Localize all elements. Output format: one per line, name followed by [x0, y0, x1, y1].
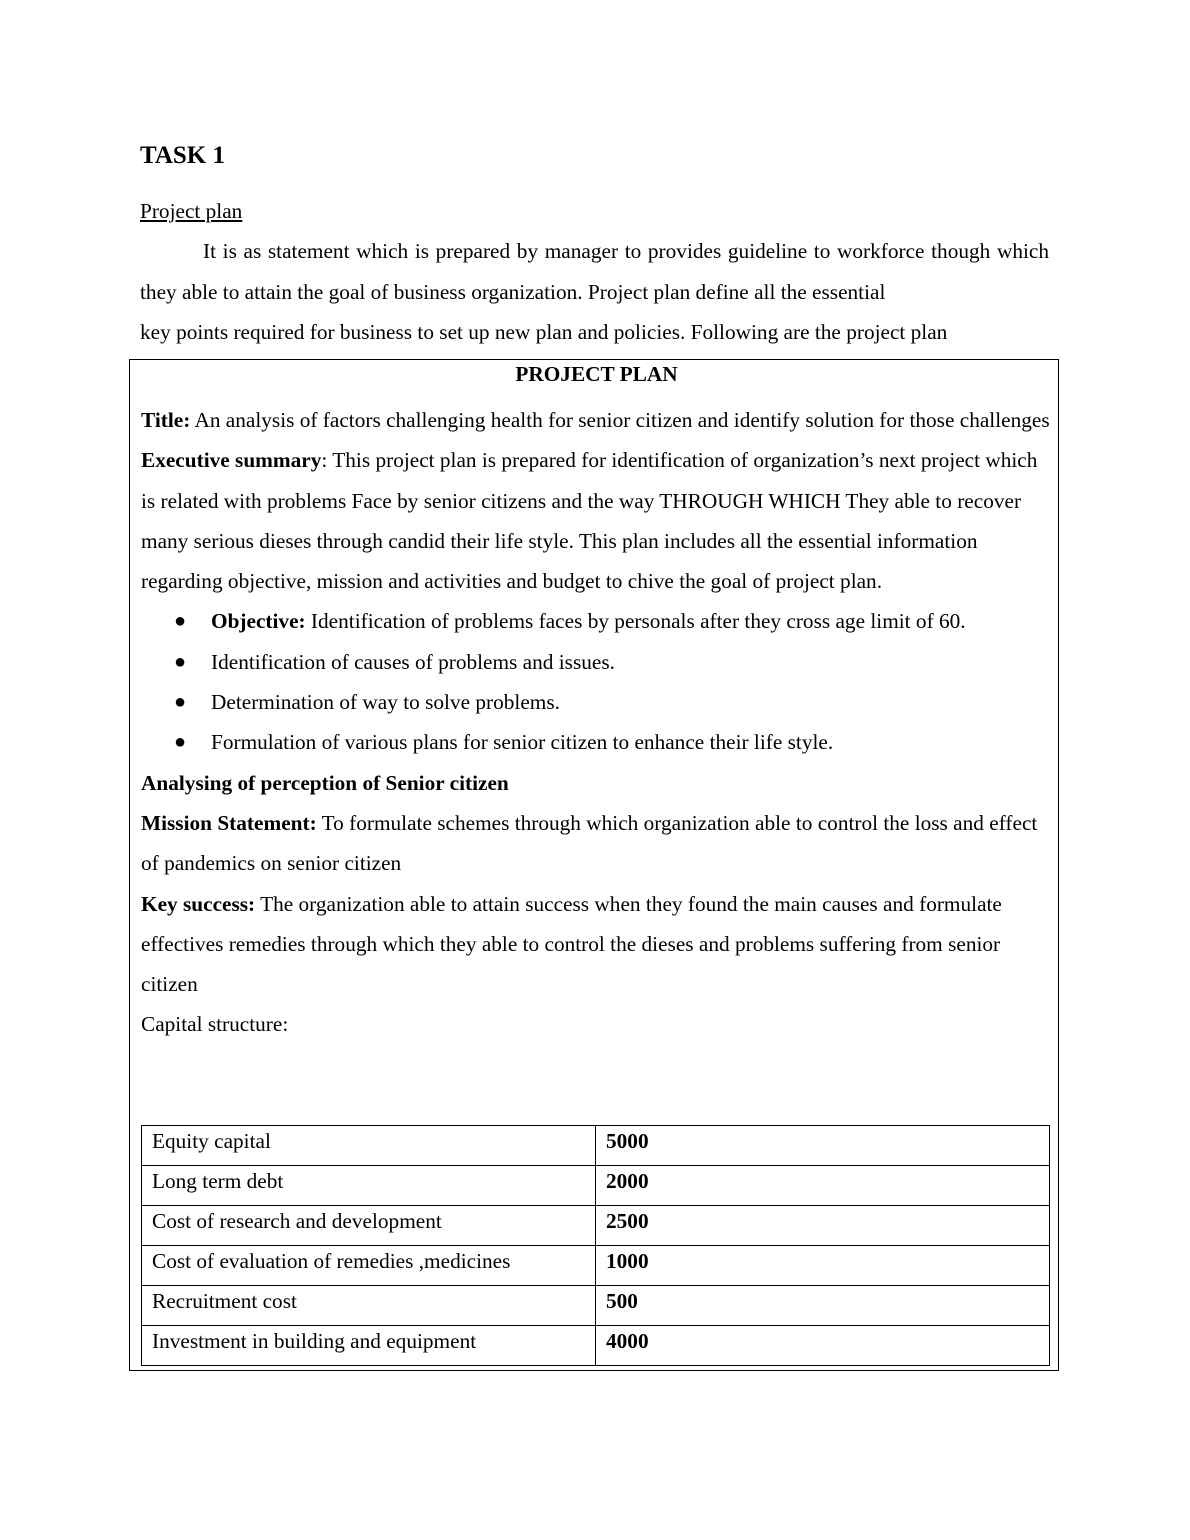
- title-label: Title:: [141, 408, 191, 432]
- title-text: An analysis of factors challenging health for senior citizen and identify solution for those challenges: [190, 408, 1050, 432]
- row-value: 4000: [596, 1326, 1050, 1366]
- title-paragraph: [141, 400, 1052, 440]
- objective-text: Identification of problems faces by personals after they cross age limit of 60.: [305, 609, 966, 634]
- bullet-icon: ●: [174, 731, 187, 754]
- row-label: Cost of research and development: [142, 1206, 596, 1246]
- row-label: Recruitment cost: [142, 1286, 596, 1326]
- executive-summary-paragraph: [141, 440, 1052, 601]
- bullet-icon: ●: [174, 691, 187, 714]
- mission-label: Mission Statement:: [141, 810, 317, 835]
- executive-summary-label: Executive summary: [141, 448, 322, 473]
- list-item-text: Determination of way to solve problems.: [211, 690, 560, 715]
- bullet-icon: ●: [174, 610, 187, 633]
- perception-heading: Analysing of perception of Senior citizen: [141, 770, 509, 795]
- intro-text: It is as statement which is prepared by manager to provides guideline to workforce though which they able to attain the goal of business organization. Project plan define all the essential: [140, 239, 1049, 304]
- project-plan-title: PROJECT PLAN: [515, 362, 678, 386]
- list-item: [141, 601, 1052, 641]
- task-heading: TASK 1: [140, 142, 225, 169]
- key-success-label: Key success:: [141, 891, 256, 916]
- intro-paragraph: [140, 231, 1049, 353]
- mission-paragraph: [141, 803, 1052, 884]
- row-value: 2000: [596, 1166, 1050, 1206]
- row-label: Long term debt: [142, 1166, 596, 1206]
- list-item: [141, 722, 1052, 762]
- row-label: Investment in building and equipment: [142, 1326, 596, 1366]
- table-row: [142, 1326, 1050, 1366]
- row-value: 2500: [596, 1206, 1050, 1246]
- table-row: [142, 1286, 1050, 1326]
- row-label: Equity capital: [142, 1126, 596, 1166]
- table-row: [142, 1126, 1050, 1166]
- key-success-paragraph: [141, 884, 1052, 1005]
- row-value: 5000: [596, 1126, 1050, 1166]
- project-plan-subheading: Project plan: [140, 199, 243, 223]
- key-success-text: The organization able to attain success when they found the main causes and formulate effectives remedies through which they able to control the dieses and problems suffering from senior citizen: [141, 891, 1002, 997]
- list-item-text: Formulation of various plans for senior citizen to enhance their life style.: [211, 730, 834, 755]
- project-plan-content: [141, 360, 1052, 1045]
- mission-text: To formulate schemes through which organization able to control the loss and effect of pandemics on senior citizen: [141, 810, 1038, 876]
- table-row: [142, 1206, 1050, 1246]
- objectives-list: [141, 601, 1052, 762]
- list-item: [141, 642, 1052, 682]
- capital-structure-label: Capital structure:: [141, 1012, 289, 1037]
- executive-summary-text: : This project plan is prepared for identification of organization’s next project which is related with problems Face by senior citizens and the way THROUGH WHICH They able to recover many serious dieses through candid their life style. This plan includes all the essential information regarding objective, mission and activities and budget to chive the goal of project plan.: [141, 448, 1038, 594]
- objective-label: Objective:: [211, 609, 306, 634]
- capital-structure-table: [141, 1125, 1050, 1366]
- project-plan-box: [129, 359, 1059, 1371]
- table-row: [142, 1246, 1050, 1286]
- bullet-icon: ●: [174, 650, 187, 673]
- list-item-text: Identification of causes of problems and issues.: [211, 649, 615, 674]
- list-item: [141, 682, 1052, 722]
- row-value: 500: [596, 1286, 1050, 1326]
- table-row: [142, 1166, 1050, 1206]
- intro-last-line: key points required for business to set up new plan and policies. Following are the project plan: [140, 320, 948, 344]
- row-value: 1000: [596, 1246, 1050, 1286]
- row-label: Cost of evaluation of remedies ,medicines: [142, 1246, 596, 1286]
